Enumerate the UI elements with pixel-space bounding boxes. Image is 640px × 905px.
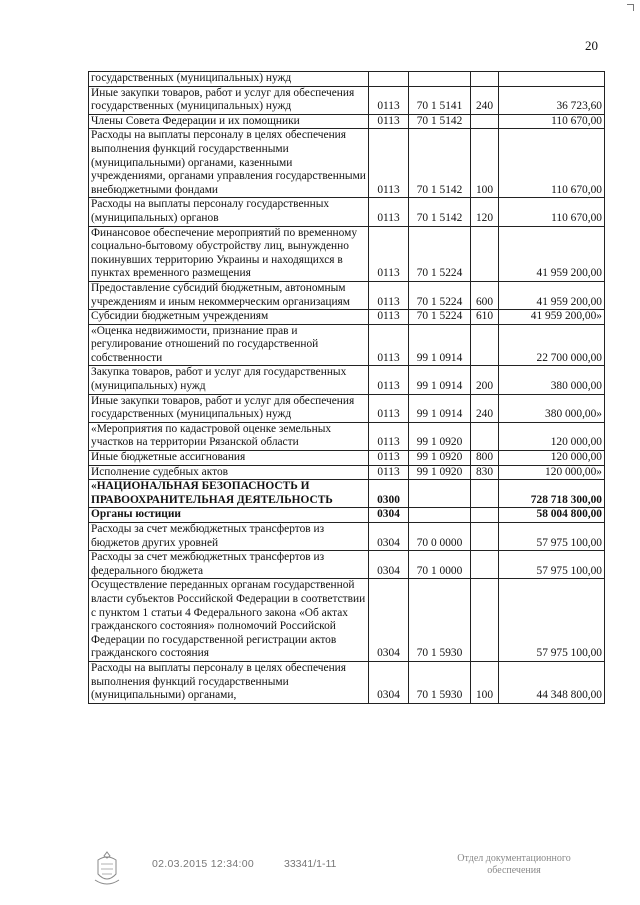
cell-expense-type	[471, 523, 499, 551]
coat-of-arms-emblem	[92, 850, 122, 888]
cell-article: 70 1 5142	[409, 114, 471, 129]
cell-sum: 44 348 800,00	[499, 661, 605, 703]
cell-section: 0113	[369, 281, 409, 309]
cell-article	[409, 72, 471, 87]
cell-sum: 110 670,00	[499, 129, 605, 198]
cell-sum: 57 975 100,00	[499, 523, 605, 551]
cell-article: 70 1 5930	[409, 661, 471, 703]
cell-name: Расходы за счет межбюджетных трансфертов из федерального бюджета	[89, 551, 369, 579]
cell-sum: 110 670,00	[499, 114, 605, 129]
cell-name: «Оценка недвижимости, признание прав и регулирование отношений по государственной собственности	[89, 324, 369, 366]
table-row	[89, 310, 605, 325]
table-row	[89, 508, 605, 523]
cell-expense-type	[471, 579, 499, 662]
cell-name: Субсидии бюджетным учреждениям	[89, 310, 369, 325]
table-row	[89, 114, 605, 129]
cell-sum	[499, 72, 605, 87]
cell-article: 99 1 0920	[409, 451, 471, 466]
table-row	[89, 281, 605, 309]
cell-expense-type: 100	[471, 661, 499, 703]
cell-article: 70 1 5224	[409, 226, 471, 281]
cell-sum: 22 700 000,00	[499, 324, 605, 366]
cell-expense-type	[471, 551, 499, 579]
cell-expense-type: 100	[471, 129, 499, 198]
table-row	[89, 226, 605, 281]
cell-section	[369, 72, 409, 87]
corner-mark	[627, 4, 634, 11]
cell-article: 70 1 5142	[409, 198, 471, 226]
cell-name: государственных (муниципальных) нужд	[89, 72, 369, 87]
table-row	[89, 579, 605, 662]
cell-expense-type	[471, 324, 499, 366]
cell-sum: 120 000,00	[499, 422, 605, 450]
cell-sum: 120 000,00»	[499, 465, 605, 480]
cell-sum: 120 000,00	[499, 451, 605, 466]
cell-expense-type	[471, 72, 499, 87]
table-row	[89, 451, 605, 466]
cell-section: 0304	[369, 551, 409, 579]
cell-section: 0304	[369, 523, 409, 551]
cell-sum: 57 975 100,00	[499, 551, 605, 579]
cell-sum: 36 723,60	[499, 86, 605, 114]
cell-article	[409, 508, 471, 523]
cell-article: 99 1 0914	[409, 366, 471, 394]
cell-section: 0113	[369, 422, 409, 450]
cell-name: Расходы за счет межбюджетных трансфертов из бюджетов других уровней	[89, 523, 369, 551]
cell-article: 70 0 0000	[409, 523, 471, 551]
cell-section: 0113	[369, 451, 409, 466]
cell-expense-type: 240	[471, 394, 499, 422]
cell-expense-type	[471, 480, 499, 508]
cell-sum: 728 718 300,00	[499, 480, 605, 508]
cell-name: Иные бюджетные ассигнования	[89, 451, 369, 466]
cell-section: 0113	[369, 366, 409, 394]
cell-sum: 41 959 200,00	[499, 281, 605, 309]
cell-article: 70 1 5930	[409, 579, 471, 662]
cell-expense-type	[471, 422, 499, 450]
cell-section: 0304	[369, 579, 409, 662]
table-row	[89, 86, 605, 114]
cell-expense-type: 610	[471, 310, 499, 325]
cell-name: Иные закупки товаров, работ и услуг для обеспечения государственных (муниципальных) нужд	[89, 86, 369, 114]
footer	[0, 846, 640, 896]
page-number: 20	[585, 38, 598, 53]
table-row	[89, 422, 605, 450]
cell-sum: 41 959 200,00»	[499, 310, 605, 325]
cell-section: 0113	[369, 324, 409, 366]
table-row	[89, 324, 605, 366]
cell-expense-type: 120	[471, 198, 499, 226]
cell-section: 0113	[369, 394, 409, 422]
cell-section: 0113	[369, 465, 409, 480]
cell-name: Осуществление переданных органам государственной власти субъектов Российской Федерации в соответствии с пунктом 1 статьи 4 Федерального закона «Об актах гражданского состояния» полномочий Российской Федерации по государственной регистрации актов гражданского состояния	[89, 579, 369, 662]
cell-name: Органы юстиции	[89, 508, 369, 523]
cell-expense-type: 200	[471, 366, 499, 394]
cell-article: 70 1 5141	[409, 86, 471, 114]
cell-expense-type	[471, 508, 499, 523]
cell-name: «НАЦИОНАЛЬНАЯ БЕЗОПАСНОСТЬ И ПРАВООХРАНИТЕЛЬНАЯ ДЕЯТЕЛЬНОСТЬ	[89, 480, 369, 508]
cell-section: 0113	[369, 310, 409, 325]
cell-sum: 57 975 100,00	[499, 579, 605, 662]
table-row	[89, 551, 605, 579]
table-row	[89, 523, 605, 551]
table-row	[89, 129, 605, 198]
table-row	[89, 366, 605, 394]
cell-name: Расходы на выплаты персоналу государственных (муниципальных) органов	[89, 198, 369, 226]
table-row	[89, 394, 605, 422]
table-row	[89, 661, 605, 703]
footer-datetime: 02.03.2015 12:34:00	[152, 858, 255, 870]
cell-sum: 380 000,00	[499, 366, 605, 394]
cell-article: 99 1 0914	[409, 324, 471, 366]
cell-section: 0113	[369, 198, 409, 226]
cell-expense-type	[471, 114, 499, 129]
cell-article: 99 1 0914	[409, 394, 471, 422]
cell-section: 0304	[369, 661, 409, 703]
cell-article	[409, 480, 471, 508]
cell-expense-type: 240	[471, 86, 499, 114]
cell-name: Расходы на выплаты персоналу в целях обеспечения выполнения функций государственными (муниципальными) органами, казенными учреждениями, органами управления государственными внебюджетными фондами	[89, 129, 369, 198]
cell-section: 0113	[369, 129, 409, 198]
cell-article: 99 1 0920	[409, 465, 471, 480]
cell-sum: 110 670,00	[499, 198, 605, 226]
cell-article: 70 1 0000	[409, 551, 471, 579]
cell-expense-type	[471, 226, 499, 281]
cell-name: Предоставление субсидий бюджетным, автономным учреждениям и иным некоммерческим организациям	[89, 281, 369, 309]
table-row	[89, 72, 605, 87]
cell-expense-type: 800	[471, 451, 499, 466]
cell-name: Иные закупки товаров, работ и услуг для обеспечения государственных (муниципальных) нужд	[89, 394, 369, 422]
cell-name: Закупка товаров, работ и услуг для государственных (муниципальных) нужд	[89, 366, 369, 394]
cell-name: Исполнение судебных актов	[89, 465, 369, 480]
cell-sum: 41 959 200,00	[499, 226, 605, 281]
budget-table-body	[89, 72, 605, 704]
cell-name: Финансовое обеспечение мероприятий по временному социально-бытовому обустройству лиц, вынужденно покинувших территорию Украины и находящихся в пунктах временного размещения	[89, 226, 369, 281]
cell-expense-type: 600	[471, 281, 499, 309]
cell-section: 0113	[369, 226, 409, 281]
cell-section: 0304	[369, 508, 409, 523]
cell-sum: 380 000,00»	[499, 394, 605, 422]
cell-article: 99 1 0920	[409, 422, 471, 450]
cell-expense-type: 830	[471, 465, 499, 480]
cell-section: 0113	[369, 86, 409, 114]
footer-doc-number: 33341/1-11	[284, 858, 337, 870]
cell-name: «Мероприятия по кадастровой оценке земельных участков на территории Рязанской области	[89, 422, 369, 450]
cell-section: 0300	[369, 480, 409, 508]
cell-section: 0113	[369, 114, 409, 129]
budget-table	[88, 71, 605, 704]
cell-name: Члены Совета Федерации и их помощники	[89, 114, 369, 129]
table-row	[89, 465, 605, 480]
cell-name: Расходы на выплаты персоналу в целях обеспечения выполнения функций государственными (муниципальными) органами,	[89, 661, 369, 703]
cell-article: 70 1 5224	[409, 281, 471, 309]
table-row	[89, 480, 605, 508]
cell-sum: 58 004 800,00	[499, 508, 605, 523]
cell-article: 70 1 5224	[409, 310, 471, 325]
cell-article: 70 1 5142	[409, 129, 471, 198]
table-row	[89, 198, 605, 226]
footer-department-stamp: Отдел документационного обеспечения	[457, 853, 571, 876]
